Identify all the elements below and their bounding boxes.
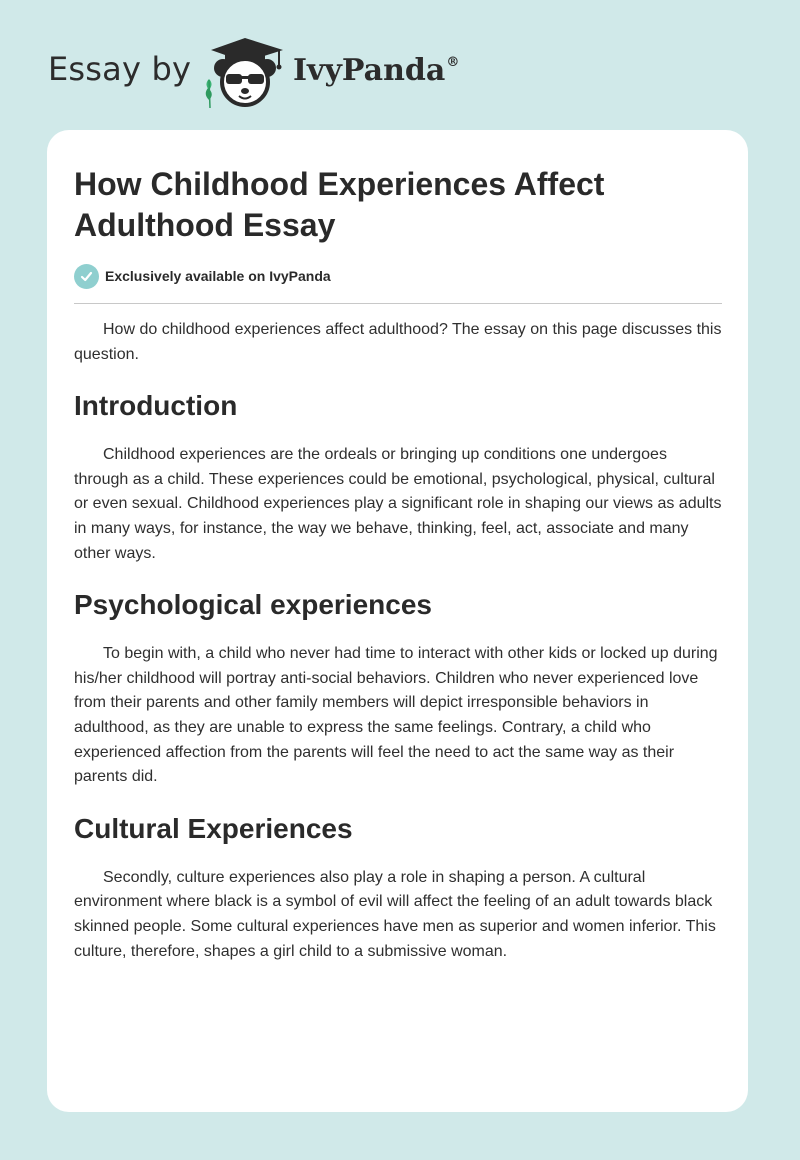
section-paragraph-introduction: Childhood experiences are the ordeals or bringing up conditions one undergoes through as a child. These experiences could be emotional, psychological, physical, cultural or even sexual. Childhood experiences play a significant role in shaping our views as adults in many ways, for instance, the way we behave, thinking, feel, act, associate and many other ways.	[74, 446, 722, 562]
section-heading-psychological: Psychological experiences	[74, 589, 432, 621]
divider	[74, 303, 722, 304]
intro-paragraph: How do childhood experiences affect adulthood? The essay on this page discusses this question.	[74, 321, 722, 363]
registered-mark: ®	[446, 55, 460, 70]
section-heading-introduction: Introduction	[74, 390, 238, 422]
panda-graduate-logo-icon[interactable]	[203, 36, 287, 110]
check-icon	[74, 264, 99, 289]
brand-name[interactable]	[293, 53, 459, 88]
brand-prefix: Essay by	[48, 50, 192, 88]
exclusive-badge	[74, 263, 331, 289]
essay-card	[47, 130, 748, 1112]
essay-body	[74, 318, 722, 978]
section-paragraph-psychological: To begin with, a child who never had time to interact with other kids or locked up during his/her childhood will portray anti-social behaviors. Children who never experienced love from their parents and other family members will depict irresponsible behaviors in adulthood, as they are unable to express the same feelings. Contrary, a child who experienced affection from the parents will feel the need to act the same way as their parents did.	[74, 645, 718, 786]
section-paragraph-cultural: Secondly, culture experiences also play a role in shaping a person. A cultural environment where black is a symbol of evil will affect the feeling of an adult towards black skinned people. Some cultural experiences have men as superior and women inferior. This culture, therefore, shapes a girl child to a submissive woman.	[74, 868, 716, 960]
badge-text: Exclusively available on IvyPanda	[105, 268, 331, 284]
section-heading-cultural: Cultural Experiences	[74, 812, 353, 844]
brand-name-text: IvyPanda	[293, 53, 446, 88]
site-header	[0, 0, 800, 130]
page-title: How Childhood Experiences Affect Adulthood Essay	[74, 166, 605, 243]
